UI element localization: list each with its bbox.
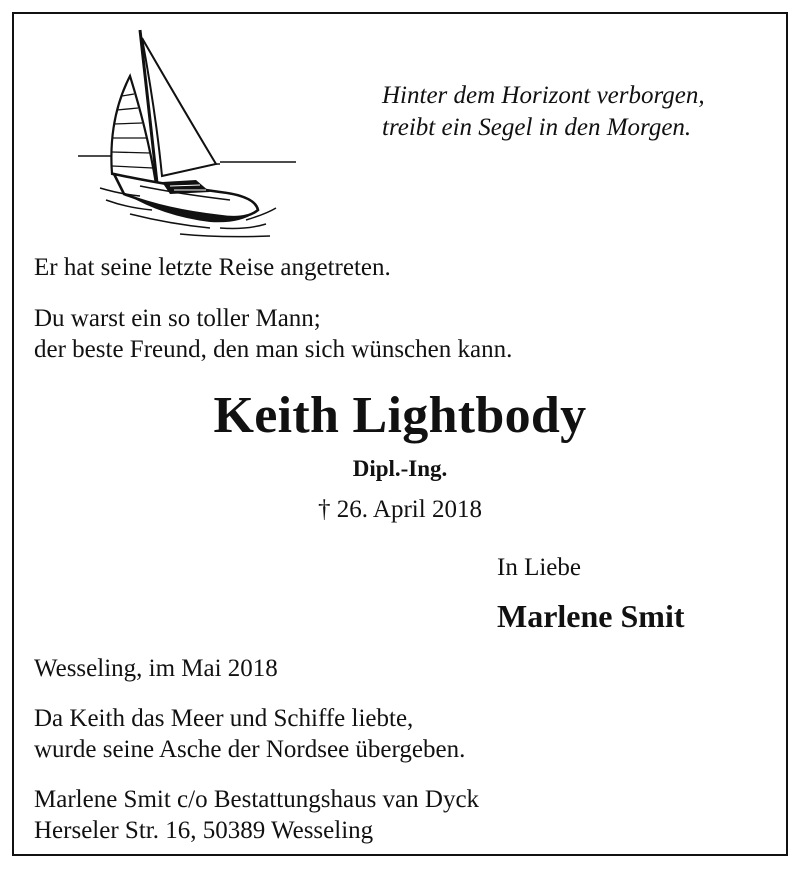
contact-text <box>34 784 479 846</box>
intro-line-1: Er hat seine letzte Reise angetreten. <box>34 254 391 281</box>
poem-line-1: Hinter dem Horizont verborgen, <box>382 82 705 109</box>
closing-phrase: In Liebe <box>497 554 581 581</box>
death-date: † 26. April 2018 <box>318 496 482 523</box>
poem <box>382 80 705 144</box>
tribute-line-2: der beste Freund, den man sich wünschen kann. <box>34 336 513 363</box>
tribute-line-1: Du warst ein so toller Mann; <box>34 305 321 332</box>
contact-line-1: Marlene Smit c/o Bestattungshaus van Dyck <box>34 786 480 813</box>
note-text <box>34 703 465 765</box>
poem-line-2: treibt ein Segel in den Morgen. <box>382 114 692 141</box>
signer-name: Marlene Smit <box>497 598 685 634</box>
note-line-1: Da Keith das Meer und Schiffe liebte, <box>34 705 414 732</box>
deceased-title: Dipl.-Ing. <box>352 456 448 481</box>
contact-line-2: Herseler Str. 16, 50389 Wesseling <box>34 817 374 844</box>
place-date <box>34 653 278 684</box>
note-line-2: wurde seine Asche der Nordsee übergeben. <box>34 736 466 763</box>
tribute-text <box>34 303 512 365</box>
intro-text <box>34 252 391 283</box>
deceased-name: Keith Lightbody <box>213 387 587 444</box>
sailboat-icon <box>70 24 310 244</box>
place-date-line: Wesseling, im Mai 2018 <box>34 655 278 682</box>
